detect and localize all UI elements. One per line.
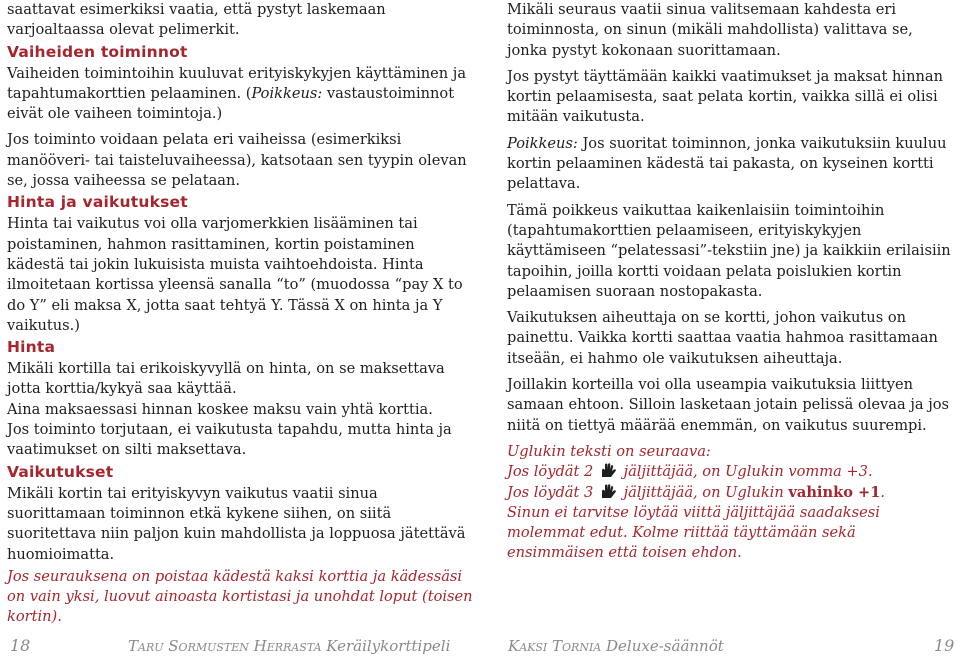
example-line: Jos löydät 2 jäljittäjää, on Uglukin vomma +3.: [507, 463, 873, 481]
paragraph: Joillakin korteilla voi olla useampia vaikutuksia liittyen samaan ehtoon. Silloin lasketaan jotain pelissä olevaa ja jos niitä on tiettyä määrää enemmän, on vaikutus suurempi.: [507, 376, 950, 434]
heading-cost-effects: Hinta ja vaikutukset: [7, 193, 188, 212]
left-column: [7, 0, 475, 628]
paragraph: Poikkeus: Jos suoritat toiminnon, jonka vaikutuksiin kuuluu kortin pelaaminen kädestä tai pakasta, on kyseinen kortti pelattava.: [507, 134, 947, 193]
page-number-right: 19: [934, 636, 955, 655]
example-title: Uglukin teksti on seuraava:: [507, 442, 711, 460]
paragraph: Tämä poikkeus vaikuttaa kaikenlaisiin toimintoihin (tapahtumakorttien pelaamiseen, erityiskykyjen käyttämiseen “pelatessasi”-tekstiin jne) ja kaikkiin erilaisiin tapoihin, joilla kortti voidaan pelata poislukien kortin pelaamisen suoraan nostopakasta.: [507, 201, 951, 300]
footer-left: Taru Sormusten Herrasta Keräilykorttipeli: [128, 637, 451, 655]
paragraph: Mikäli kortin tai erityiskyvyn vaikutus vaatii sinua suorittamaan toiminnon etkä kykene siihen, on siitä suoritettava niin paljon kuin mahdollista ja loppuosa jätettävä huomioimatta.: [7, 484, 466, 563]
hand-icon: [600, 463, 617, 478]
paragraph: Jos pystyt täyttämään kaikki vaatimukset ja maksat hinnan kortin pelaamisesta, saat pelata kortin, vaikka sillä ei olisi mitään vaikutusta.: [507, 67, 943, 126]
paragraph: Hinta tai vaikutus voi olla varjomerkkien lisääminen tai poistaminen, hahmon rasittaminen, kortin poistaminen kädestä tai jokin lukuisista muista vaihtoehdoista. Hinta ilmoitetaan kortissa yleensä sanalla “to” (muodossa “pay X to do Y” eli maksa X, jotta saat tehtyä Y. Tässä X on hinta ja Y vaikutus.): [7, 215, 463, 334]
footer-right: Kaksi Tornia Deluxe-säännöt: [508, 637, 724, 655]
paragraph: saattavat esimerkiksi vaatia, että pystyt laskemaan varjoaltaassa olevat pelimerkit.: [7, 1, 386, 39]
example-line: Jos löydät 3 jäljittäjää, on Uglukin vahinko +1.: [507, 483, 886, 501]
paragraph: Aina maksaessasi hinnan koskee maksu vain yhtä korttia.: [7, 400, 433, 418]
heading-phase-actions: Vaiheiden toiminnot: [7, 42, 188, 61]
example-box: [507, 442, 953, 564]
paragraph: Jos toiminto torjutaan, ei vaikutusta tapahdu, mutta hinta ja vaatimukset on silti maksettava.: [7, 421, 452, 459]
page-number-left: 18: [10, 636, 31, 655]
example-text: Jos seurauksena on poistaa kädestä kaksi korttia ja kädessäsi on vain yksi, luovut ainoasta kortistasi ja unohdat loput (toisen kortin).: [7, 567, 473, 626]
heading-cost: Hinta: [7, 338, 56, 357]
paragraph: Mikäli kortilla tai erikoiskyvyllä on hinta, on se maksettava jotta korttia/kykyä saa käyttää.: [7, 360, 445, 398]
paragraph: Jos toiminto voidaan pelata eri vaiheissa (esimerkiksi manööveri- tai taisteluvaiheessa), katsotaan sen tyypin olevan se, jossa vaiheessa se pelataan.: [7, 131, 467, 190]
paragraph: Mikäli seuraus vaatii sinua valitsemaan kahdesta eri toiminnosta, on sinun (mikäli mahdollista) valittava se, jonka pystyt kokonaan suorittamaan.: [507, 1, 913, 59]
right-column: [507, 0, 953, 564]
paragraph: Vaikutuksen aiheuttaja on se kortti, johon vaikutus on painettu. Vaikka kortti saattaa vaatia hahmoa rasittamaan itseään, ei hahmo ole vaikutuksen aiheuttaja.: [507, 309, 938, 367]
heading-effects: Vaikutukset: [7, 462, 114, 481]
example-note: Sinun ei tarvitse löytää viittä jäljittäjää saadaksesi molemmat edut. Kolme riittää täyttämään sekä ensimmäisen että toisen ehdon.: [507, 503, 880, 562]
hand-icon: [600, 484, 617, 499]
paragraph: Vaiheiden toimintoihin kuuluvat erityiskykyjen käyttäminen ja tapahtumakorttien pelaaminen. (Poikkeus: vastaustoiminnot eivät ole vaiheen toimintoja.): [7, 64, 467, 123]
